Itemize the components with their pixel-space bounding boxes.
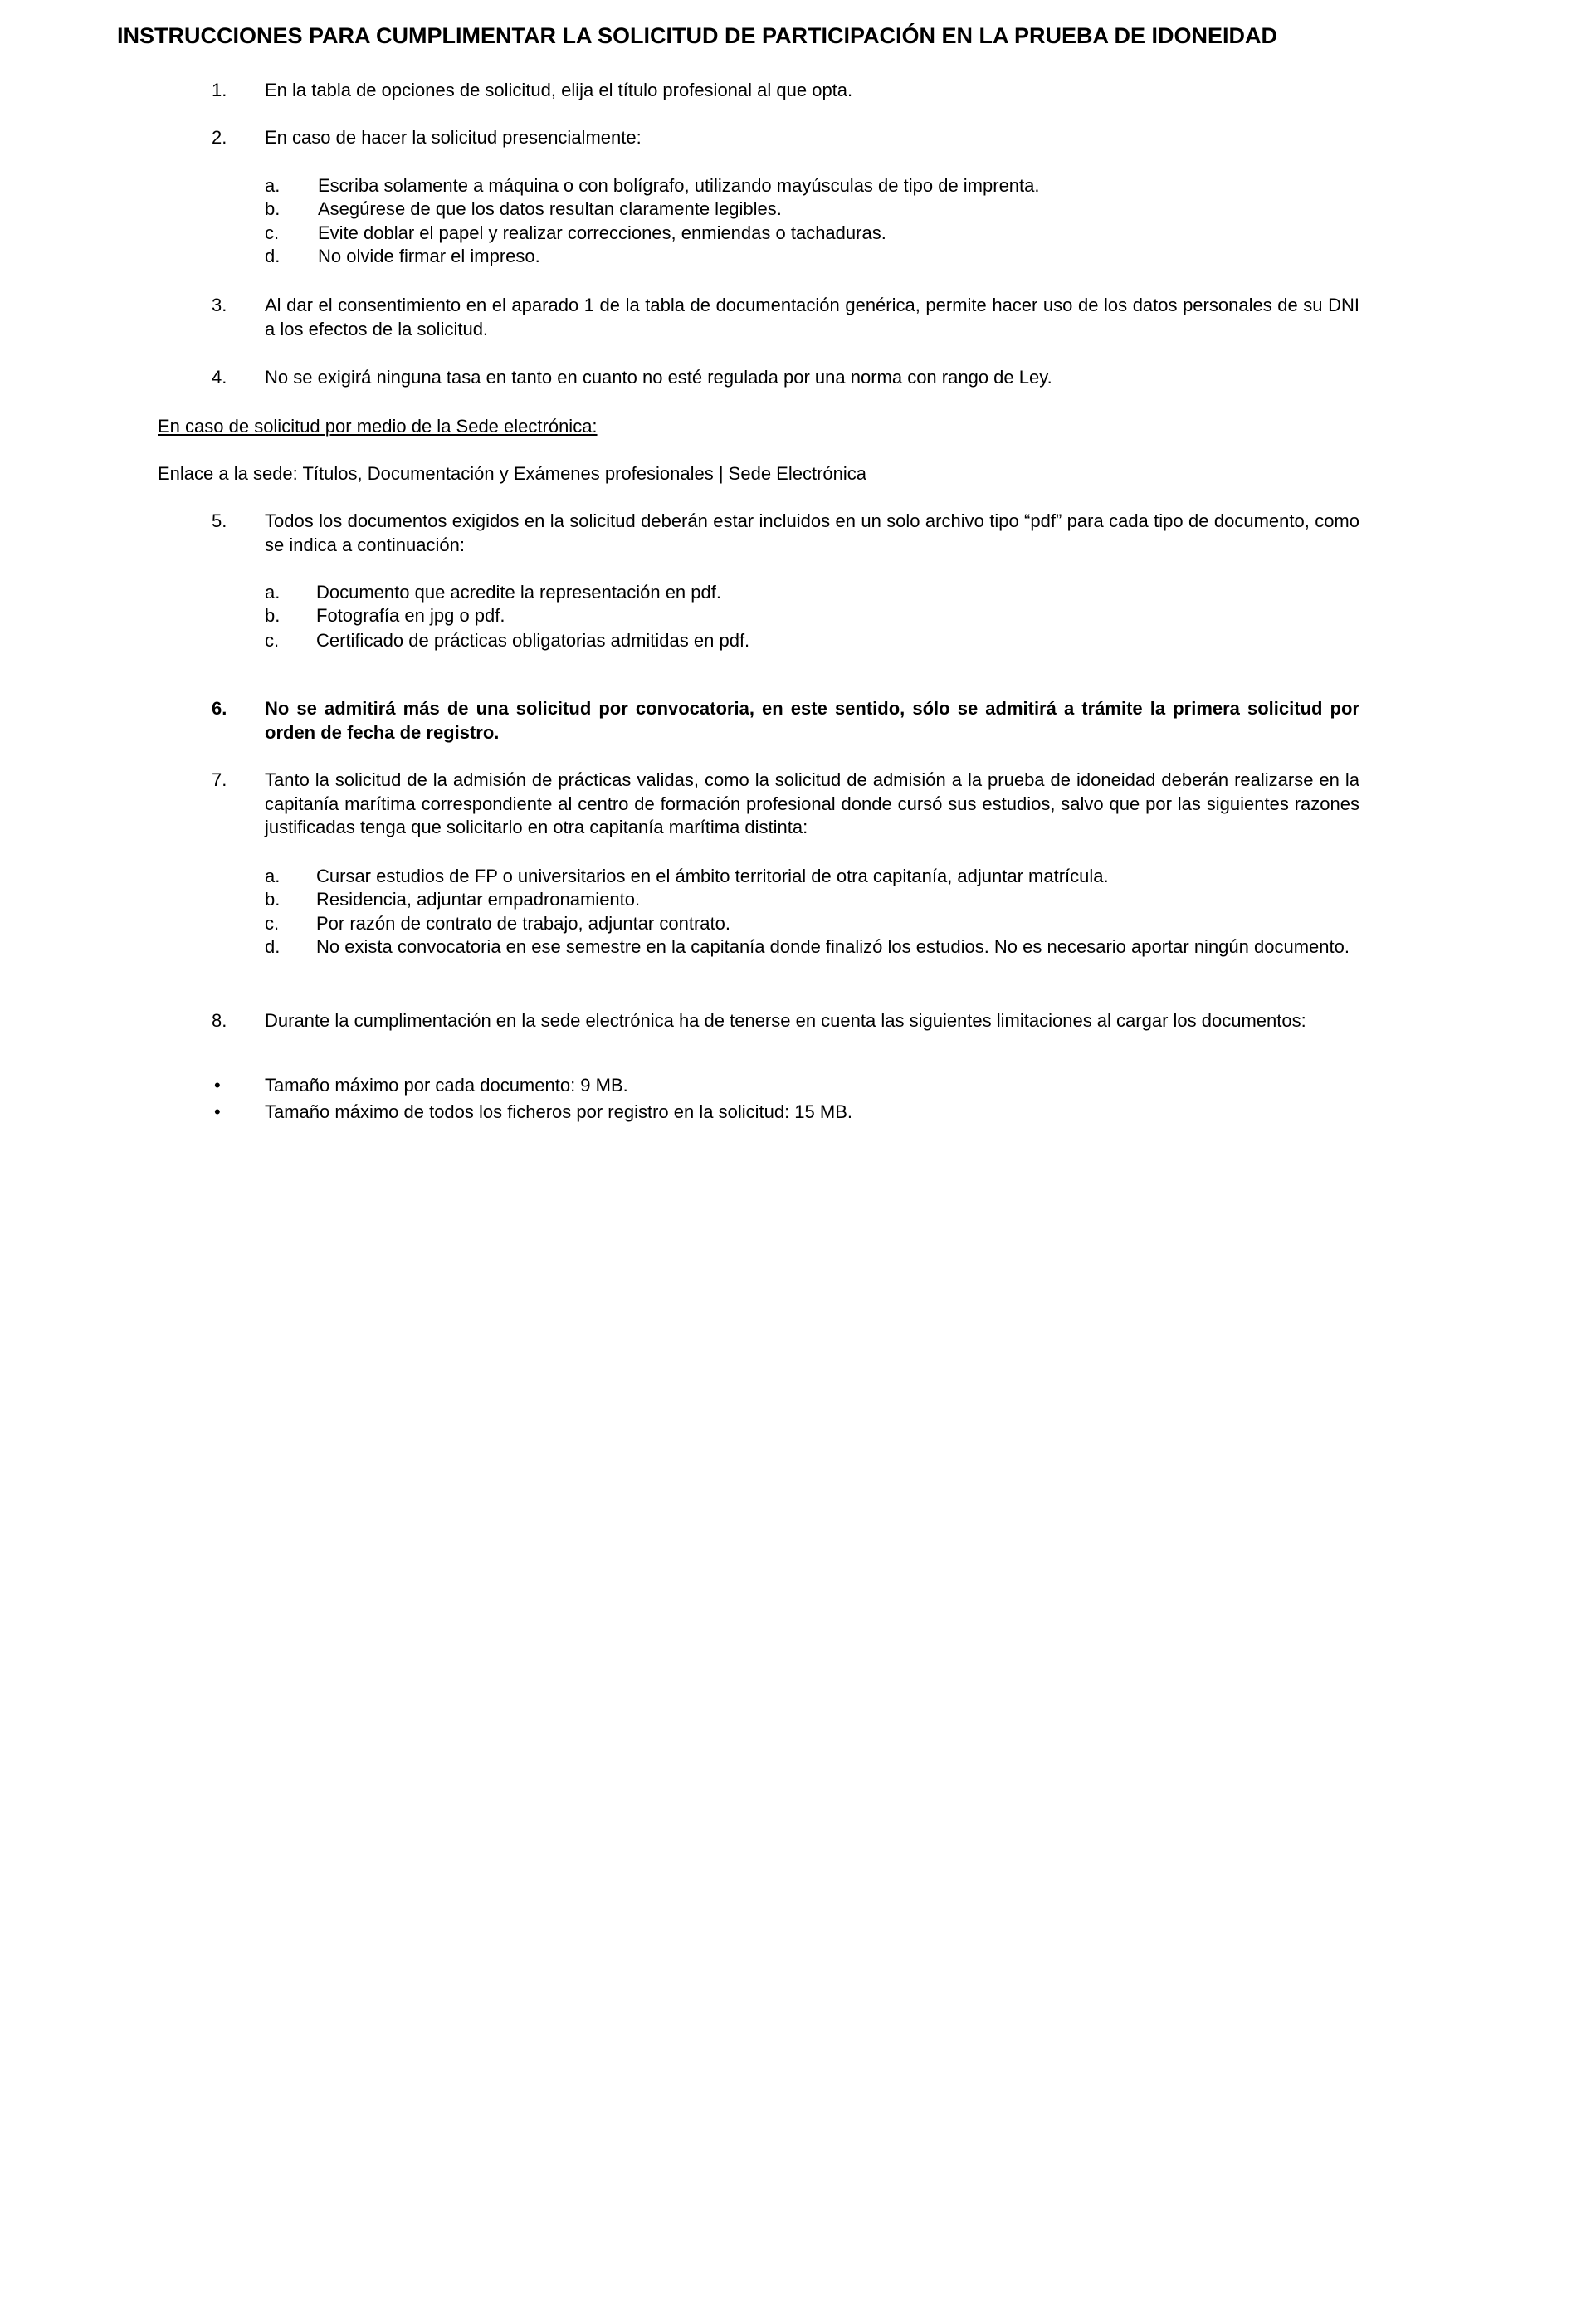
sub-text: Documento que acredite la representación en pdf. bbox=[316, 582, 721, 603]
sub-letter: a. bbox=[265, 582, 281, 603]
sub-letter: b. bbox=[265, 889, 281, 910]
item-number: 2. bbox=[212, 127, 227, 148]
sub-letter: d. bbox=[265, 936, 281, 957]
bullet-icon: • bbox=[214, 1101, 221, 1122]
sub-letter: c. bbox=[265, 630, 280, 651]
item-number: 8. bbox=[212, 1010, 227, 1031]
sub-text: Asegúrese de que los datos resultan claramente legibles. bbox=[318, 198, 782, 219]
sub-text: Escriba solamente a máquina o con bolígrafo, utilizando mayúsculas de tipo de imprenta. bbox=[318, 175, 1040, 196]
item-text: Tanto la solicitud de la admisión de prácticas validas, como la solicitud de admisión a la prueba de idoneidad deberán realizarse en la capitanía marítima correspondiente al centro de formación profesional donde cursó sus estudios, salvo que por las siguientes razones justificadas tenga que solicitarlo en otra capitanía marítima distinta: bbox=[265, 769, 1359, 837]
item-number: 6. bbox=[212, 698, 227, 719]
page-title: INSTRUCCIONES PARA CUMPLIMENTAR LA SOLICITUD DE PARTICIPACIÓN EN LA PRUEBA DE IDONEIDAD bbox=[117, 23, 1278, 48]
bullet-text: Tamaño máximo por cada documento: 9 MB. bbox=[265, 1075, 628, 1096]
sub-letter: b. bbox=[265, 605, 281, 626]
item-number: 1. bbox=[212, 80, 227, 100]
sub-text: No exista convocatoria en ese semestre en la capitanía donde finalizó los estudios. No es necesario aportar ningún documento. bbox=[316, 936, 1350, 957]
item-number: 4. bbox=[212, 367, 227, 388]
sub-letter: c. bbox=[265, 222, 280, 243]
item-text: En la tabla de opciones de solicitud, elija el título profesional al que opta. bbox=[265, 80, 853, 100]
sub-letter: c. bbox=[265, 913, 280, 934]
sub-letter: d. bbox=[265, 246, 281, 266]
item-number: 5. bbox=[212, 510, 227, 531]
item-number: 7. bbox=[212, 769, 227, 790]
sub-letter: a. bbox=[265, 866, 281, 886]
sub-text: Evite doblar el papel y realizar correcciones, enmiendas o tachaduras. bbox=[318, 222, 886, 243]
item-text: No se exigirá ninguna tasa en tanto en cuanto no esté regulada por una norma con rango de Ley. bbox=[265, 367, 1052, 388]
sub-text: Por razón de contrato de trabajo, adjuntar contrato. bbox=[316, 913, 730, 934]
item-text: Al dar el consentimiento en el aparado 1 de la tabla de documentación genérica, permite hacer uso de los datos personales de su DNI a los efectos de la solicitud. bbox=[265, 295, 1359, 339]
item-number: 3. bbox=[212, 295, 227, 315]
item-text: En caso de hacer la solicitud presencialmente: bbox=[265, 127, 642, 148]
item-text: Todos los documentos exigidos en la solicitud deberán estar incluidos en un solo archivo tipo “pdf” para cada tipo de documento, como se indica a continuación: bbox=[265, 510, 1359, 555]
sub-text: No olvide firmar el impreso. bbox=[318, 246, 540, 266]
sub-letter: a. bbox=[265, 175, 281, 196]
item-text: No se admitirá más de una solicitud por convocatoria, en este sentido, sólo se admitirá a trámite la primera solicitud por orden de fecha de registro. bbox=[265, 698, 1359, 743]
bullet-icon: • bbox=[214, 1075, 221, 1096]
sub-text: Fotografía en jpg o pdf. bbox=[316, 605, 505, 626]
sede-heading: En caso de solicitud por medio de la Sede electrónica: bbox=[158, 416, 598, 437]
sub-text: Residencia, adjuntar empadronamiento. bbox=[316, 889, 641, 910]
bullet-text: Tamaño máximo de todos los ficheros por registro en la solicitud: 15 MB. bbox=[265, 1101, 852, 1122]
sub-text: Cursar estudios de FP o universitarios en el ámbito territorial de otra capitanía, adjuntar matrícula. bbox=[316, 866, 1109, 886]
sub-letter: b. bbox=[265, 198, 281, 219]
item-text: Durante la cumplimentación en la sede electrónica ha de tenerse en cuenta las siguientes limitaciones al cargar los documentos: bbox=[265, 1010, 1306, 1031]
sede-link-text[interactable]: Enlace a la sede: Títulos, Documentación y Exámenes profesionales | Sede Electrónica bbox=[158, 463, 867, 484]
sub-text: Certificado de prácticas obligatorias admitidas en pdf. bbox=[316, 630, 750, 651]
